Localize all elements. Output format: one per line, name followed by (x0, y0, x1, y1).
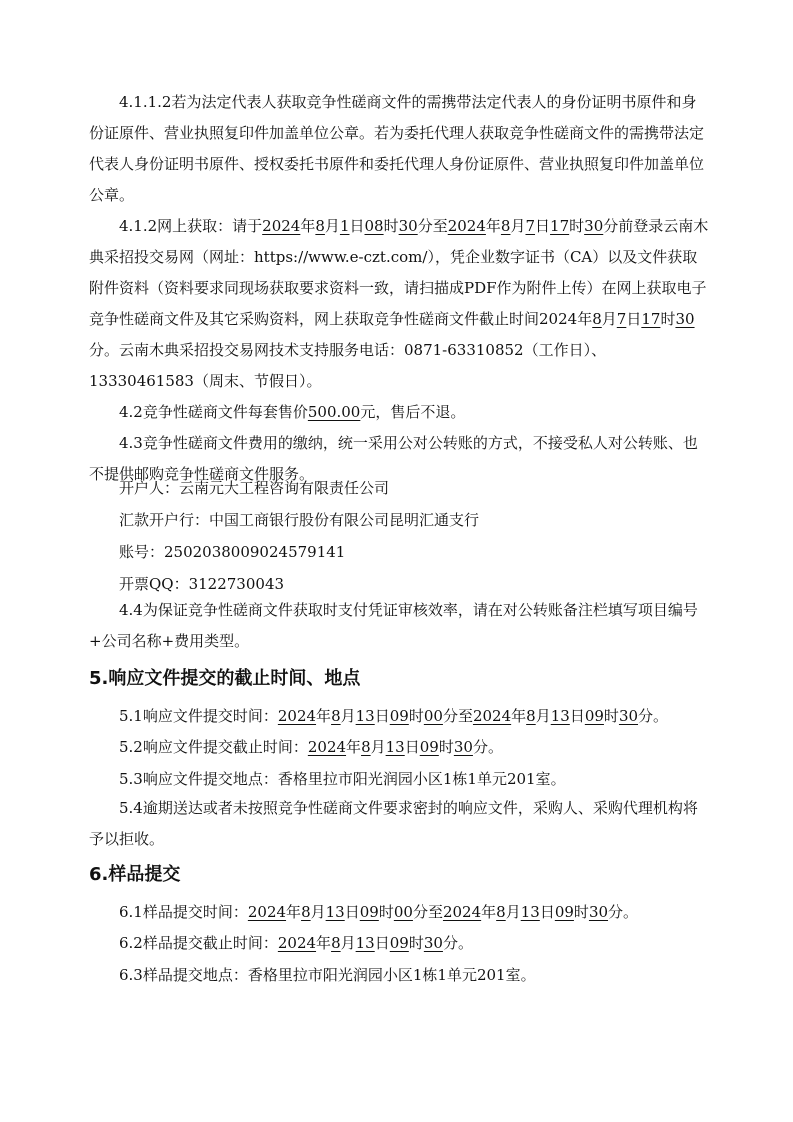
account-holder: 开户人：云南元大工程咨询有限责任公司 (119, 479, 390, 497)
online-deadline-minute: 30 (675, 310, 695, 328)
online-label: 4.1.2网上获取：请于 (119, 217, 263, 235)
online-start-month: 8 (315, 217, 325, 235)
price-amount: 500.00 (307, 403, 361, 421)
paragraph-4-3: 4.3竞争性磋商文件费用的缴纳，统一采用公对公转账的方式，不接受私人对公转账、也不提供邮购竞争性磋商文件服务。 (89, 434, 698, 483)
online-deadline-day: 7 (616, 310, 627, 328)
paragraph-4-4: 4.4为保证竞争性磋商文件获取时支付凭证审核效率，请在对公转账备注栏填写项目编号+公司名称+费用类型。 (89, 601, 698, 650)
paragraph-6-1: 6.1样品提交时间：2024年8月13日09时00分至2024年8月13日09时30分。 (119, 903, 639, 921)
paragraph-5-2: 5.2响应文件提交截止时间：2024年8月13日09时30分。 (119, 738, 503, 756)
paragraph-5-3: 5.3响应文件提交地点：香格里拉市阳光润园小区1栋1单元201室。 (119, 770, 566, 788)
account-qq: 开票QQ：3122730043 (119, 575, 285, 593)
paragraph-4-1-1-2: 4.1.1.2若为法定代表人获取竞争性磋商文件的需携带法定代表人的身份证明书原件和身份证原件、营业执照复印件加盖单位公章。若为委托代理人获取竞争性磋商文件的需携带法定代表人身份证明书原件、授权委托书原件和委托代理人身份证原件、营业执照复印件加盖单位公章。 (89, 93, 705, 204)
paragraph-4-2: 4.2竞争性磋商文件每套售价500.00元，售后不退。 (119, 403, 466, 421)
account-number: 账号：2502038009024579141 (119, 543, 346, 561)
online-start-year: 2024 (262, 217, 301, 235)
online-end-month: 8 (500, 217, 511, 235)
online-end-hour: 17 (550, 217, 570, 235)
paragraph-6-2: 6.2样品提交截止时间：2024年8月13日09时30分。 (119, 934, 473, 952)
paragraph-5-1: 5.1响应文件提交时间：2024年8月13日09时00分至2024年8月13日09时30分。 (119, 707, 669, 725)
online-deadline-year: 2024 (539, 310, 578, 328)
account-bank: 汇款开户行：中国工商银行股份有限公司昆明汇通支行 (119, 511, 480, 529)
online-start-day: 1 (339, 217, 350, 235)
section-5-heading: 5.响应文件提交的截止时间、地点 (89, 668, 361, 689)
online-body: 登录云南木典采招投交易网（网址：https://www.e-czt.com/），凭企业数字证书（CA）以及文件获取附件资料（资料要求同现场获取要求资料一致，请扫描成PDF作为附件上传）在网上获取电子竞争性磋商文件及其它采购资料，网上获取竞争性磋商文件截止时间 (89, 217, 709, 328)
section-6-heading: 6.样品提交 (89, 864, 181, 885)
online-end-minute: 30 (584, 217, 604, 235)
online-start-hour: 08 (364, 217, 384, 235)
online-deadline-hour: 17 (641, 310, 661, 328)
online-deadline-month: 8 (592, 310, 602, 328)
online-end-year: 2024 (447, 217, 486, 235)
paragraph-4-1-2: 4.1.2网上获取：请于2024年8月1日08时30分至2024年8月7日17时30分前登录云南木典采招投交易网（网址：https://www.e-czt.com/），凭企业数字证书（CA）以及文件获取附件资料（资料要求同现场获取要求资料一致，请扫描成PDF作为附件上传）在网上获取电子竞争性磋商文件及其它采购资料，网上获取竞争性磋商文件截止时间2024年8月7日17时30分。云南木典采招投交易网技术支持服务电话：0871-63310852（工作日）、13330461583（周末、节假日）。 (89, 217, 709, 390)
online-tail: 分。云南木典采招投交易网技术支持服务电话：0871-63310852（工作日）、13330461583（周末、节假日）。 (89, 341, 607, 390)
online-end-day: 7 (525, 217, 536, 235)
online-start-minute: 30 (398, 217, 418, 235)
paragraph-5-4: 5.4逾期送达或者未按照竞争性磋商文件要求密封的响应文件，采购人、采购代理机构将予以拒收。 (89, 799, 698, 848)
paragraph-6-3: 6.3样品提交地点：香格里拉市阳光润园小区1栋1单元201室。 (119, 966, 536, 984)
